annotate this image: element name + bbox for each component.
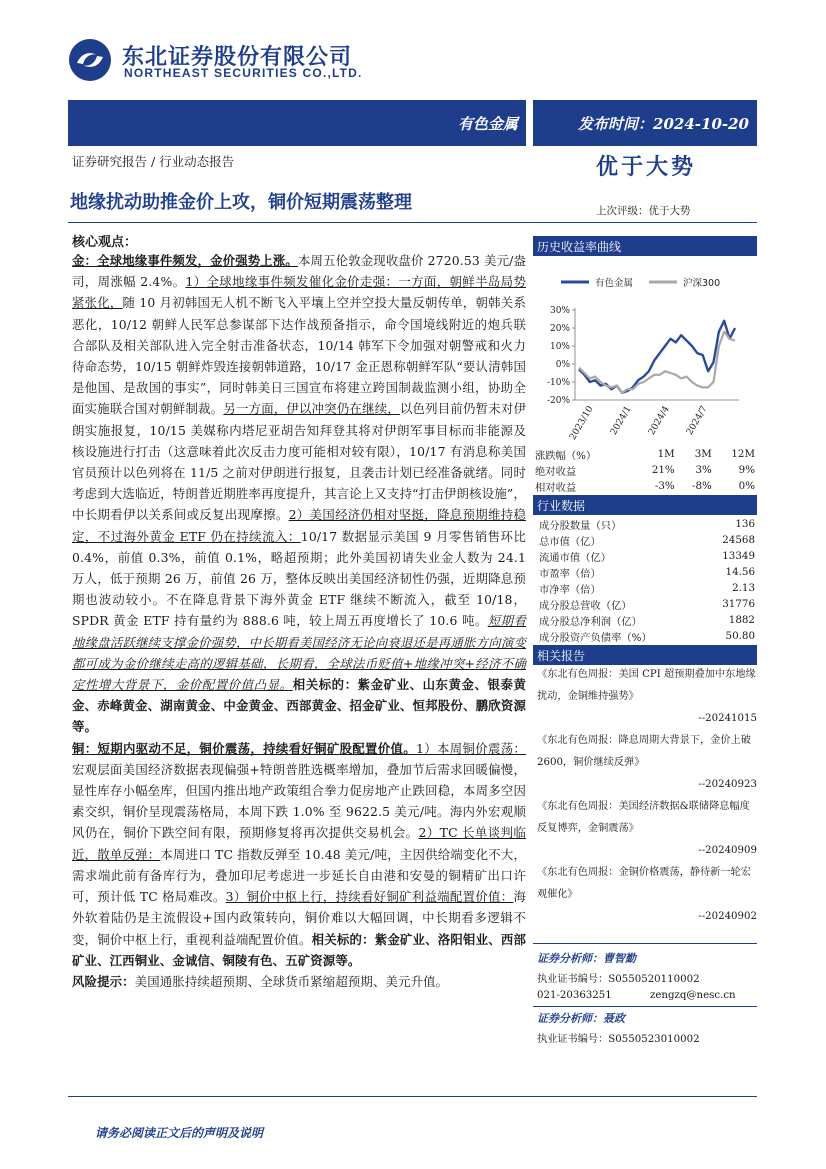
y-tick-label: 30%: [549, 306, 570, 316]
copper-heading-3: 3）铜价中枢上行，持续看好铜矿利益端配置价值：: [225, 889, 514, 905]
data-value: 2.13: [732, 582, 755, 594]
data-label: 市净率（倍）: [539, 583, 601, 596]
industry-data-heading: 行业数据: [533, 495, 757, 515]
copper-paragraph-2: 本周进口 TC 指数反弹至 10.48 美元/吨，主因供给端变化不大，需求端此前有备库行为，叠加印尼考虑进一步延长自由港和安曼的铜精矿出口许可，预计低 TC 格局难改。: [72, 846, 526, 905]
data-value: 24568: [722, 534, 755, 546]
data-label: 成分股总营收（亿）: [539, 599, 632, 612]
analyst-1-phone: 021-20363251: [537, 990, 612, 1001]
perf-row-label: 绝对收益: [535, 465, 577, 478]
footer-divider: [68, 1096, 757, 1097]
gold-paragraph-3: 以色列目前仍暂未对伊朗实施报复，10/15 美媒称内塔尼亚胡告知拜登其将对伊朗军事目标而非能源及核设施进行打击（这意味着此次反击力度可能相对较有限），10/17 有消息称美国官员预计以色列将在 11/5 之前对伊朗进行报复，且袭击计划已经准备就绪。同时考虑到大选临近，特朗普近期胜率再度提升，其言论上又支持“打击伊朗核设施”，中长期看伊以关系间或反复出现摩擦。: [72, 401, 526, 523]
analyst-divider: [533, 943, 757, 944]
gold-heading-1: 1）全球地缘事件频发催化金价走强：一方面，朝鲜半岛局势紧张化，: [72, 274, 526, 311]
data-label: 市盈率（倍）: [539, 567, 601, 580]
report-title[interactable]: 《东北有色周报：降息周期大背景下，金价上破 2600，铜价继续反弹》: [537, 735, 751, 768]
related-reports-heading: 相关报告: [533, 645, 757, 665]
report-date: --20240909: [698, 845, 757, 856]
page-title: 地缘扰动助推金价上攻，铜价短期震荡整理: [70, 192, 412, 213]
y-tick-label: 20%: [549, 324, 570, 334]
data-value: 136: [735, 518, 755, 530]
gold-heading-3: 2）美国经济仍相对坚挺，降息预期维持稳定，不过海外黄金 ETF 仍在持续流入：: [72, 507, 526, 544]
data-value: 14.56: [725, 566, 755, 578]
related-report[interactable]: [537, 796, 757, 862]
copper-lead: 铜：短期内驱动不足，铜价震荡，持续看好铜矿股配置价值。: [72, 740, 417, 756]
gold-paragraph-1: 本周五伦敦金现收盘价 2720.53 美元/盎司，周涨幅 2.4%。: [72, 253, 527, 290]
previous-rating: 上次评级：优于大势: [596, 205, 691, 217]
x-tick-label: 2024/1: [609, 404, 634, 437]
related-report[interactable]: [537, 730, 757, 796]
analyst-1-email[interactable]: zengzq@nesc.cn: [650, 990, 736, 1001]
performance-table: [533, 446, 757, 494]
data-value: 13349: [722, 550, 755, 562]
analyst-2-name: 证券分析师：聂政: [537, 1012, 625, 1025]
report-date: --20240902: [698, 911, 757, 922]
report-date: --20240923: [698, 779, 757, 790]
data-label: 成分股总净利润（亿）: [539, 615, 642, 628]
risk-text: 美国通胀持续超预期、全球货币紧缩超预期、美元升值。: [134, 973, 449, 989]
analyst-1-cert: 执业证书编号：S0550520110002: [537, 974, 700, 985]
copper-paragraph-1: 宏观层面美国经济数据表现偏强+特朗普胜选概率增加，叠加节后需求回暖偏慢，显性库存小幅垒库，但国内推出地产政策组合拳力促房地产止跌回稳，本周多空因素交织，铜价呈现震荡格局，本周下跌 1.0% 至 9622.5 美元/吨。海内外宏观顺风仍在，铜价下跌空间有限，预期修复将再次提供交易机会。: [72, 761, 526, 841]
data-label: 总市值（亿）: [539, 535, 601, 548]
sector-label: 有色金属: [457, 115, 518, 133]
x-tick-label: 2024/4: [647, 404, 672, 437]
related-report[interactable]: [537, 664, 757, 730]
perf-row-label: 相对收益: [535, 481, 577, 494]
legend-label: 沪深300: [683, 278, 721, 289]
y-tick-label: -10%: [546, 378, 570, 388]
x-tick-label: 2023/10: [568, 404, 596, 442]
copper-heading-1: 1）本周铜价震荡：: [416, 740, 526, 756]
y-tick-label: -20%: [546, 396, 570, 406]
breadcrumb: 证券研究报告 / 行业动态报告: [72, 154, 235, 169]
footer-disclaimer: 请务必阅读正文后的声明及说明: [95, 1126, 264, 1140]
related-report[interactable]: [537, 862, 757, 928]
data-value: 31776: [722, 598, 755, 610]
publish-date: 发布时间：2024-10-20: [578, 115, 749, 133]
x-tick-label: 2024/7: [685, 404, 710, 437]
gold-paragraph-2: 随 10 月初韩国无人机不断飞入平壤上空并空投大量反朝传单，朝韩关系恶化，10/12 朝鲜人民军总参谋部下达作战预备指示，命令国境线附近的炮兵联合部队及相关部队进入完全射击准备状态，10/14 韩军下令加强对朝警戒和火力待命态势，10/15 朝鲜炸毁连接朝韩道路，10/17 金正恩称朝鲜军队“要认清韩国是他国、是敌国的事实”，同时韩美日三国宣布将建立跨国制裁监测小组，协助全面实施联合国对朝鲜制裁。: [72, 295, 526, 417]
perf-col-12m: 12M: [731, 448, 755, 460]
analyst-2-cert: 执业证书编号：S0550523010002: [537, 1034, 700, 1045]
report-title[interactable]: 《东北有色周报：美国 CPI 超预期叠加中东地缘扰动，金铜维持强势》: [537, 669, 756, 702]
y-tick-label: 0%: [555, 360, 570, 370]
perf-cell: -3%: [654, 480, 675, 492]
gold-heading-2: 另一方面，伊以冲突仍在继续，: [223, 401, 400, 417]
risk-label: 风险提示：: [72, 973, 135, 989]
perf-cell: 21%: [651, 464, 675, 476]
legend-label: 有色金属: [595, 278, 634, 289]
perf-cell: -8%: [692, 480, 712, 492]
analyst-divider: [533, 1006, 757, 1007]
rating: 优于大势: [596, 154, 697, 180]
perf-col-1m: 1M: [657, 448, 675, 460]
perf-cell: 0%: [738, 480, 755, 492]
core-view-heading: 核心观点：: [72, 235, 138, 250]
industry-data-table: [533, 516, 757, 644]
company-name-cn: 东北证券股份有限公司: [122, 45, 353, 70]
perf-cell: 9%: [738, 464, 755, 476]
perf-cell: 3%: [695, 464, 712, 476]
publish-band: [533, 100, 757, 146]
perf-header-label: 涨跌幅（%）: [535, 449, 597, 462]
data-label: 成分股资产负债率（%）: [539, 631, 652, 644]
main-text: [72, 250, 526, 992]
analyst-1-name: 证券分析师：曹智勤: [537, 952, 636, 965]
copper-heading-2: 2）TC 长单谈判临近，散单反弹：: [72, 825, 526, 862]
data-value: 50.80: [725, 630, 755, 642]
gold-lead: 金：全球地缘事件频发，金价强势上涨。: [72, 253, 298, 268]
data-label: 流通市值（亿）: [539, 551, 612, 564]
copper-tickers: 相关标的：紫金矿业、洛阳钼业、西部矿业、江西铜业、金诚信、铜陵有色、五矿资源等。: [72, 931, 526, 968]
copper-paragraph-3: 海外软着陆仍是主流假设+国内政策转向，铜价难以大幅回调，中长期看多逻辑不变，铜价中枢上行，重视利益端配置价值。: [72, 889, 526, 947]
report-title[interactable]: 《东北有色周报：金铜价格震荡，静待新一轮宏观催化》: [537, 867, 751, 900]
return-chart: [533, 258, 757, 444]
report-date: --20241015: [698, 713, 757, 724]
data-label: 成分股数量（只）: [539, 519, 622, 532]
gold-heading-4: 短期看地缘盘活跃继续支撑金价强势，中长期看美国经济无论向衰退还是再通胀方向演变都可成为金价继续走高的逻辑基础，长期看，全球法币贬值+地缘冲突+经济不确定性增大背景下，金价配置价值凸显。: [72, 613, 526, 693]
y-tick-label: 10%: [549, 342, 570, 352]
series-line: [579, 332, 735, 393]
chart-heading: 历史收益率曲线: [533, 236, 757, 256]
return-chart-svg: [533, 258, 757, 444]
perf-col-3m: 3M: [694, 448, 712, 460]
gold-paragraph-4: 10/17 数据显示美国 9 月零售销售环比 0.4%，前值 0.3%，前值 0.1%，略超预期；此外美国初请失业金人数为 24.1 万人，低于预期 26 万，前值 26 万，整体反映出美国经济韧性仍强，近期降息预期也波动较小。不在降息背景下海外黄金 ETF 继续不断流入，截至 10/18，SPDR 黄金 ETF 持有量约为 888.6 吨，较上周五再度增长了 10.6 吨。: [72, 528, 526, 629]
company-name-en: NORTHEAST SECURITIES CO.,LTD.: [124, 66, 363, 80]
title-divider: [68, 222, 757, 223]
data-value: 1882: [728, 614, 755, 626]
gold-tickers: 相关标的：紫金矿业、山东黄金、银泰黄金、赤峰黄金、湖南黄金、中金黄金、西部黄金、招金矿业、恒邦股份、鹏欣资源等。: [72, 677, 526, 735]
company-logo: [68, 38, 112, 82]
sector-band: [68, 100, 526, 146]
report-title[interactable]: 《东北有色周报：美国经济数据&联储降息幅度反复博弈，金铜震荡》: [537, 801, 750, 834]
